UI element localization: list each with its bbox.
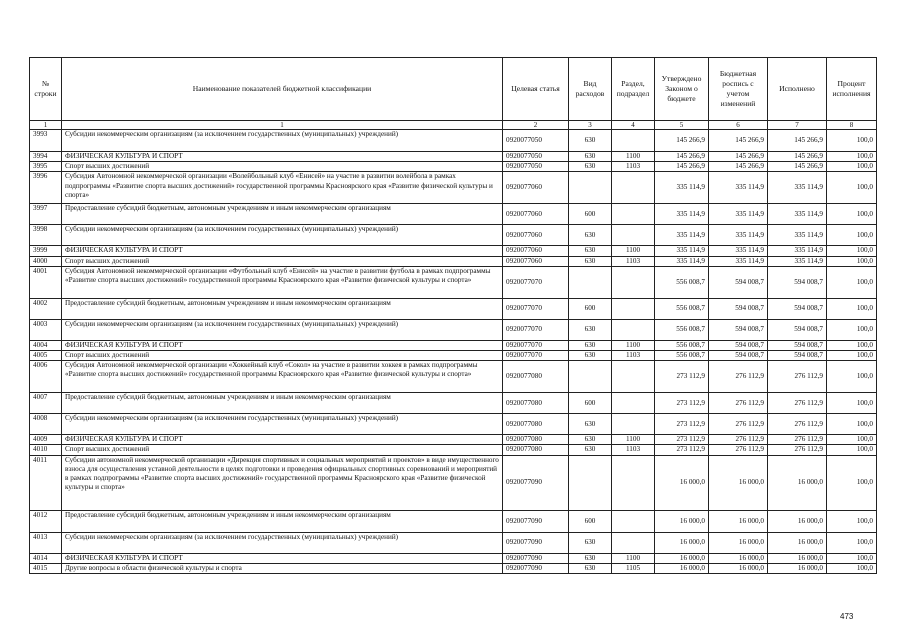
executed-amount: 145 266,9: [768, 130, 827, 152]
execution-percent: 100,0: [827, 246, 877, 256]
row-number: 4005: [30, 351, 62, 361]
indicator-name: Субсидии некоммерческим организациям (за исключением государственных (муниципальных) учреждений): [62, 414, 503, 435]
approved-amount: 335 114,9: [655, 256, 709, 266]
header-executed: Исполнено: [768, 58, 827, 121]
expense-type: 630: [569, 414, 612, 435]
approved-amount: 16 000,0: [655, 455, 709, 510]
approved-amount: 556 008,7: [655, 351, 709, 361]
target-article: 0920077080: [503, 361, 569, 393]
table-row: [30, 435, 877, 445]
section-code: 1100: [612, 435, 655, 445]
budget-schedule-amount: 594 008,7: [709, 351, 768, 361]
row-number: 4007: [30, 393, 62, 414]
indicator-name: Предоставление субсидий бюджетным, автономным учреждениям и иным некоммерческим организациям: [62, 510, 503, 532]
indicator-name: ФИЗИЧЕСКАЯ КУЛЬТУРА И СПОРТ: [62, 435, 503, 445]
table-row: [30, 455, 877, 510]
indicator-name: Субсидии автономной некоммерческой организации «Дирекция спортивных и социальных мероприятий и проектов» в виде имущественного взноса для осуществления уставной деятельности в целях подготовки и проведения официальных спортивных соревнований и мероприятий в рамках подпрограммы «Развитие спорта высших достижений» государственной программы Красноярского края «Развитие физической культуры и спорта»: [62, 455, 503, 510]
execution-percent: 100,0: [827, 162, 877, 172]
budget-schedule-amount: 335 114,9: [709, 204, 768, 225]
executed-amount: 276 112,9: [768, 445, 827, 455]
budget-schedule-amount: 276 112,9: [709, 414, 768, 435]
column-number: 1: [30, 121, 62, 130]
section-code: 1105: [612, 563, 655, 573]
approved-amount: 16 000,0: [655, 510, 709, 532]
target-article: 0920077070: [503, 351, 569, 361]
table-row: [30, 351, 877, 361]
execution-percent: 100,0: [827, 393, 877, 414]
executed-amount: 276 112,9: [768, 414, 827, 435]
budget-schedule-amount: 276 112,9: [709, 361, 768, 393]
budget-schedule-amount: 594 008,7: [709, 340, 768, 350]
row-number: 3993: [30, 130, 62, 152]
indicator-name: ФИЗИЧЕСКАЯ КУЛЬТУРА И СПОРТ: [62, 340, 503, 350]
row-number: 3995: [30, 162, 62, 172]
table-row: [30, 204, 877, 225]
target-article: 0920077090: [503, 553, 569, 563]
table-row: [30, 553, 877, 563]
table-row: [30, 563, 877, 573]
expense-type: 630: [569, 246, 612, 256]
target-article: 0920077070: [503, 298, 569, 319]
indicator-name: Субсидия Автономной некоммерческой организации «Волейбольный клуб «Енисей» на участие в развитии волейбола в рамках подпрограммы «Развитие спорта высших достижений» государственной программы Красноярского края «Развитие физической культуры и спорта»: [62, 172, 503, 204]
row-number: 3996: [30, 172, 62, 204]
indicator-name: Спорт высших достижений: [62, 256, 503, 266]
row-number: 4003: [30, 319, 62, 340]
section-code: 1100: [612, 246, 655, 256]
section-code: [612, 455, 655, 510]
target-article: 0920077080: [503, 435, 569, 445]
row-number: 4006: [30, 361, 62, 393]
executed-amount: 145 266,9: [768, 152, 827, 162]
budget-schedule-amount: 594 008,7: [709, 298, 768, 319]
budget-schedule-amount: 145 266,9: [709, 162, 768, 172]
execution-percent: 100,0: [827, 319, 877, 340]
approved-amount: 273 112,9: [655, 414, 709, 435]
table-row: [30, 361, 877, 393]
section-code: [612, 298, 655, 319]
execution-percent: 100,0: [827, 445, 877, 455]
column-number: 5: [655, 121, 709, 130]
approved-amount: 335 114,9: [655, 204, 709, 225]
indicator-name: Спорт высших достижений: [62, 351, 503, 361]
table-row: [30, 319, 877, 340]
executed-amount: 335 114,9: [768, 256, 827, 266]
execution-percent: 100,0: [827, 130, 877, 152]
execution-percent: 100,0: [827, 532, 877, 553]
table-row: [30, 225, 877, 246]
executed-amount: 335 114,9: [768, 172, 827, 204]
section-code: [612, 532, 655, 553]
column-numbers-row: [30, 121, 877, 130]
execution-percent: 100,0: [827, 172, 877, 204]
expense-type: 600: [569, 393, 612, 414]
expense-type: [569, 455, 612, 510]
execution-percent: 100,0: [827, 340, 877, 350]
table-row: [30, 266, 877, 298]
table-row: [30, 130, 877, 152]
expense-type: 630: [569, 563, 612, 573]
expense-type: 630: [569, 340, 612, 350]
execution-percent: 100,0: [827, 204, 877, 225]
table-row: [30, 414, 877, 435]
section-code: [612, 319, 655, 340]
row-number: 4002: [30, 298, 62, 319]
target-article: 0920077060: [503, 172, 569, 204]
execution-percent: 100,0: [827, 256, 877, 266]
expense-type: [569, 361, 612, 393]
column-number: 1: [62, 121, 503, 130]
expense-type: 630: [569, 256, 612, 266]
budget-schedule-amount: 16 000,0: [709, 510, 768, 532]
row-number: 4010: [30, 445, 62, 455]
executed-amount: 276 112,9: [768, 435, 827, 445]
row-number: 3997: [30, 204, 62, 225]
approved-amount: 556 008,7: [655, 298, 709, 319]
section-code: [612, 130, 655, 152]
row-number: 4009: [30, 435, 62, 445]
indicator-name: ФИЗИЧЕСКАЯ КУЛЬТУРА И СПОРТ: [62, 553, 503, 563]
section-code: [612, 361, 655, 393]
table-row: [30, 246, 877, 256]
indicator-name: Спорт высших достижений: [62, 162, 503, 172]
approved-amount: 556 008,7: [655, 319, 709, 340]
section-code: [612, 266, 655, 298]
execution-percent: 100,0: [827, 361, 877, 393]
table-row: [30, 445, 877, 455]
expense-type: 600: [569, 510, 612, 532]
executed-amount: 16 000,0: [768, 510, 827, 532]
approved-amount: 556 008,7: [655, 340, 709, 350]
row-number: 4014: [30, 553, 62, 563]
budget-schedule-amount: 145 266,9: [709, 152, 768, 162]
execution-percent: 100,0: [827, 563, 877, 573]
expense-type: 630: [569, 225, 612, 246]
execution-percent: 100,0: [827, 435, 877, 445]
indicator-name: Субсидии некоммерческим организациям (за исключением государственных (муниципальных) учреждений): [62, 130, 503, 152]
section-code: [612, 172, 655, 204]
target-article: 0920077090: [503, 563, 569, 573]
execution-percent: 100,0: [827, 351, 877, 361]
budget-schedule-amount: 335 114,9: [709, 246, 768, 256]
section-code: [612, 393, 655, 414]
executed-amount: 335 114,9: [768, 204, 827, 225]
approved-amount: 273 112,9: [655, 435, 709, 445]
table-row: [30, 172, 877, 204]
executed-amount: 16 000,0: [768, 532, 827, 553]
approved-amount: 556 008,7: [655, 266, 709, 298]
indicator-name: Предоставление субсидий бюджетным, автономным учреждениям и иным некоммерческим организациям: [62, 298, 503, 319]
approved-amount: 145 266,9: [655, 130, 709, 152]
table-row: [30, 510, 877, 532]
budget-schedule-amount: 594 008,7: [709, 266, 768, 298]
indicator-name: Спорт высших достижений: [62, 445, 503, 455]
table-row: [30, 298, 877, 319]
section-code: [612, 204, 655, 225]
executed-amount: 594 008,7: [768, 266, 827, 298]
budget-schedule-amount: 16 000,0: [709, 532, 768, 553]
indicator-name: Субсидии некоммерческим организациям (за исключением государственных (муниципальных) учреждений): [62, 225, 503, 246]
target-article: 0920077050: [503, 130, 569, 152]
row-number: 4004: [30, 340, 62, 350]
approved-amount: 273 112,9: [655, 445, 709, 455]
row-number: 4013: [30, 532, 62, 553]
column-number: 4: [612, 121, 655, 130]
expense-type: 630: [569, 445, 612, 455]
budget-table: [29, 57, 877, 574]
row-number: 3998: [30, 225, 62, 246]
execution-percent: 100,0: [827, 510, 877, 532]
section-code: 1100: [612, 340, 655, 350]
section-code: 1100: [612, 553, 655, 563]
budget-schedule-amount: 335 114,9: [709, 172, 768, 204]
target-article: 0920077070: [503, 340, 569, 350]
executed-amount: 594 008,7: [768, 340, 827, 350]
executed-amount: 276 112,9: [768, 393, 827, 414]
approved-amount: 16 000,0: [655, 563, 709, 573]
expense-type: [569, 266, 612, 298]
section-code: 1103: [612, 351, 655, 361]
indicator-name: ФИЗИЧЕСКАЯ КУЛЬТУРА И СПОРТ: [62, 152, 503, 162]
executed-amount: 16 000,0: [768, 563, 827, 573]
table-row: [30, 162, 877, 172]
budget-schedule-amount: 276 112,9: [709, 393, 768, 414]
expense-type: 630: [569, 319, 612, 340]
section-code: [612, 225, 655, 246]
indicator-name: Предоставление субсидий бюджетным, автономным учреждениям и иным некоммерческим организациям: [62, 204, 503, 225]
row-number: 4008: [30, 414, 62, 435]
budget-schedule-amount: 594 008,7: [709, 319, 768, 340]
target-article: 0920077090: [503, 532, 569, 553]
column-number: 6: [709, 121, 768, 130]
target-article: 0920077050: [503, 162, 569, 172]
indicator-name: Другие вопросы в области физической культуры и спорта: [62, 563, 503, 573]
target-article: 0920077080: [503, 393, 569, 414]
expense-type: 630: [569, 351, 612, 361]
table-row: [30, 532, 877, 553]
row-number: 3994: [30, 152, 62, 162]
section-code: 1103: [612, 445, 655, 455]
target-article: 0920077060: [503, 225, 569, 246]
expense-type: 600: [569, 204, 612, 225]
budget-schedule-amount: 16 000,0: [709, 553, 768, 563]
header-approved: Утверждено Законом о бюджете: [655, 58, 709, 121]
header-budget-schedule: Бюджетная роспись с учетом изменений: [709, 58, 768, 121]
section-code: 1100: [612, 152, 655, 162]
target-article: 0920077060: [503, 256, 569, 266]
execution-percent: 100,0: [827, 152, 877, 162]
indicator-name: Предоставление субсидий бюджетным, автономным учреждениям и иным некоммерческим организациям: [62, 393, 503, 414]
header-target-article: Целевая статья: [503, 58, 569, 121]
execution-percent: 100,0: [827, 266, 877, 298]
expense-type: 630: [569, 162, 612, 172]
executed-amount: 145 266,9: [768, 162, 827, 172]
expense-type: [569, 172, 612, 204]
execution-percent: 100,0: [827, 455, 877, 510]
budget-schedule-amount: 16 000,0: [709, 455, 768, 510]
column-number: 2: [503, 121, 569, 130]
approved-amount: 335 114,9: [655, 246, 709, 256]
row-number: 3999: [30, 246, 62, 256]
header-row-number: № строки: [30, 58, 62, 121]
approved-amount: 273 112,9: [655, 393, 709, 414]
executed-amount: 594 008,7: [768, 298, 827, 319]
target-article: 0920077080: [503, 445, 569, 455]
section-code: 1103: [612, 256, 655, 266]
budget-schedule-amount: 16 000,0: [709, 563, 768, 573]
row-number: 4011: [30, 455, 62, 510]
column-number: 8: [827, 121, 877, 130]
target-article: 0920077060: [503, 246, 569, 256]
header-expense-type: Вид расходов: [569, 58, 612, 121]
page-number: 473: [840, 612, 854, 621]
target-article: 0920077060: [503, 204, 569, 225]
approved-amount: 145 266,9: [655, 162, 709, 172]
budget-schedule-amount: 276 112,9: [709, 435, 768, 445]
expense-type: 630: [569, 152, 612, 162]
budget-schedule-amount: 335 114,9: [709, 225, 768, 246]
execution-percent: 100,0: [827, 225, 877, 246]
target-article: 0920077070: [503, 266, 569, 298]
execution-percent: 100,0: [827, 414, 877, 435]
executed-amount: 16 000,0: [768, 553, 827, 563]
target-article: 0920077090: [503, 510, 569, 532]
expense-type: 630: [569, 435, 612, 445]
row-number: 4015: [30, 563, 62, 573]
approved-amount: 273 112,9: [655, 361, 709, 393]
column-number: 7: [768, 121, 827, 130]
table-row: [30, 393, 877, 414]
header-section: Раздел, подраздел: [612, 58, 655, 121]
indicator-name: Субсидии некоммерческим организациям (за исключением государственных (муниципальных) учреждений): [62, 319, 503, 340]
expense-type: 630: [569, 532, 612, 553]
target-article: 0920077090: [503, 455, 569, 510]
table-row: [30, 152, 877, 162]
budget-schedule-amount: 145 266,9: [709, 130, 768, 152]
target-article: 0920077070: [503, 319, 569, 340]
row-number: 4001: [30, 266, 62, 298]
row-number: 4012: [30, 510, 62, 532]
execution-percent: 100,0: [827, 298, 877, 319]
table-row: [30, 340, 877, 350]
approved-amount: 16 000,0: [655, 532, 709, 553]
executed-amount: 594 008,7: [768, 351, 827, 361]
section-code: [612, 510, 655, 532]
expense-type: 630: [569, 553, 612, 563]
executed-amount: 335 114,9: [768, 246, 827, 256]
executed-amount: 16 000,0: [768, 455, 827, 510]
indicator-name: Субсидия Автономной некоммерческой организации «Футбольный клуб «Енисей» на участие в развитии футбола в рамках подпрограммы «Развитие спорта высших достижений» государственной программы Красноярского края «Развитие физической культуры и спорта»: [62, 266, 503, 298]
executed-amount: 594 008,7: [768, 319, 827, 340]
target-article: 0920077050: [503, 152, 569, 162]
indicator-name: Субсидии некоммерческим организациям (за исключением государственных (муниципальных) учреждений): [62, 532, 503, 553]
row-number: 4000: [30, 256, 62, 266]
approved-amount: 16 000,0: [655, 553, 709, 563]
expense-type: 630: [569, 130, 612, 152]
budget-schedule-amount: 276 112,9: [709, 445, 768, 455]
approved-amount: 145 266,9: [655, 152, 709, 162]
header-percent: Процент исполнения: [827, 58, 877, 121]
approved-amount: 335 114,9: [655, 172, 709, 204]
expense-type: 600: [569, 298, 612, 319]
section-code: [612, 414, 655, 435]
table-row: [30, 256, 877, 266]
target-article: 0920077080: [503, 414, 569, 435]
executed-amount: 276 112,9: [768, 361, 827, 393]
section-code: 1103: [612, 162, 655, 172]
executed-amount: 335 114,9: [768, 225, 827, 246]
execution-percent: 100,0: [827, 553, 877, 563]
header-indicator-name: Наименование показателей бюджетной классификации: [62, 58, 503, 121]
approved-amount: 335 114,9: [655, 225, 709, 246]
column-number: 3: [569, 121, 612, 130]
indicator-name: Субсидия Автономной некоммерческой организации «Хоккейный клуб «Сокол» на участие в развитии хоккея в рамках подпрограммы «Развитие спорта высших достижений» государственной программы Красноярского края «Развитие физической культуры и спорта»: [62, 361, 503, 393]
indicator-name: ФИЗИЧЕСКАЯ КУЛЬТУРА И СПОРТ: [62, 246, 503, 256]
budget-schedule-amount: 335 114,9: [709, 256, 768, 266]
